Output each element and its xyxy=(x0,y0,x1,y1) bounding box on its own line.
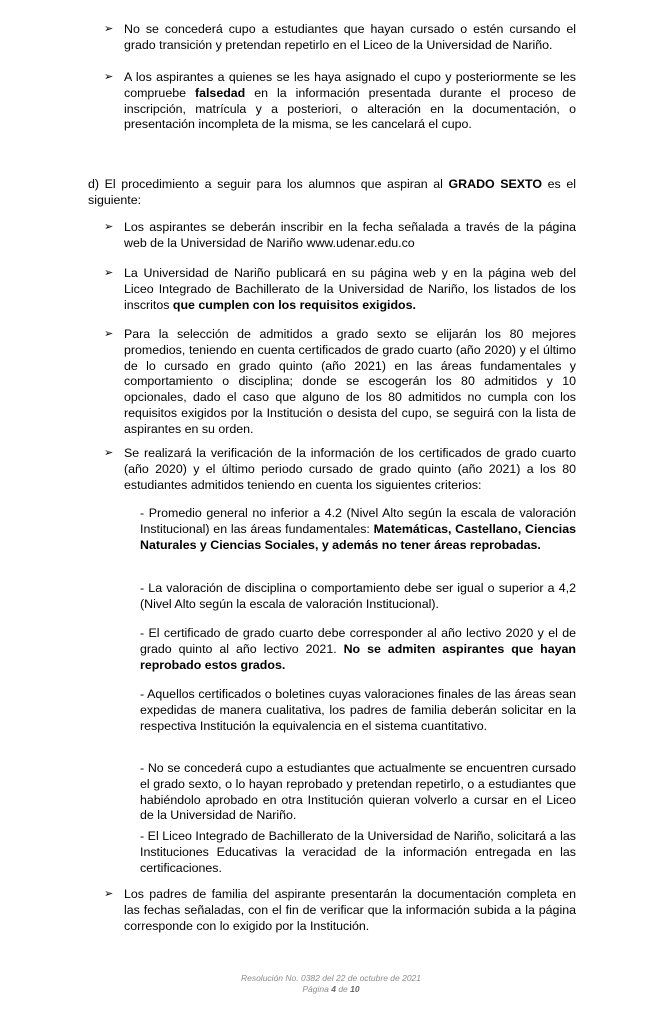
section-d-text: es el siguiente: xyxy=(88,177,576,207)
bullet-bold-text: falsedad xyxy=(194,85,246,100)
footer-resolution: Resolución No. 0382 del 22 de octubre de 2021 xyxy=(240,973,422,983)
section-d-intro xyxy=(88,177,576,209)
criteria-text: - El certificado de grado cuarto debe corresponder al año lectivo 2020 y el de grado quinto al año lectivo 2021. xyxy=(140,626,576,656)
criteria-text: - La valoración de disciplina o comportamiento debe ser igual o superior a 4,2 (Nivel Alto según la escala de valoración Institucional). xyxy=(140,581,576,611)
criteria-item xyxy=(140,761,576,824)
bullet-text: A los aspirantes a quienes se les haya asignado el cupo y posteriormente se les compruebe xyxy=(124,70,576,100)
bullet-text: Para la selección de admitidos a grado sexto se elijarán los 80 mejores promedios, teniendo en cuenta certificados de grado cuarto (año 2020) y el último de lo cursado en grado quinto (año 2021) en las áreas fundamentales y comportamiento o disciplina; donde se escogerán los 80 admitidos y 10 opcionales, dado el caso que alguno de los 80 admitidos no cumpla con los requisitos exigidos por la Institución o desista del cupo, se seguirá con la lista de aspirantes en su orden. xyxy=(124,327,576,436)
footer-page-total: 10 xyxy=(350,984,360,994)
criteria-text: - No se concederá cupo a estudiantes que actualmente se encuentren cursado el grado sexto, o lo hayan reprobado y pretendan repetirlo, o a estudiantes que habiéndolo aprobado en otra Institución quieran volverlo a cursar en el Liceo de la Universidad de Nariño. xyxy=(140,761,576,823)
arrow-bullet-icon: ➢ xyxy=(104,23,114,35)
footer-page-current: 4 xyxy=(331,984,336,994)
bullet-item xyxy=(104,70,577,133)
criteria-text: - El Liceo Integrado de Bachillerato de la Universidad de Nariño, solicitará a las Instituciones Educativas la veracidad de la información entregada en las certificaciones. xyxy=(140,829,576,875)
criteria-bold: Matemáticas, Castellano, Ciencias Naturales y Ciencias Sociales, y además no tener áreas reprobadas. xyxy=(140,521,576,552)
criteria-item xyxy=(140,506,576,553)
bullet-item xyxy=(104,220,576,252)
bullet-bold-text: que cumplen con los requisitos exigidos. xyxy=(172,297,416,312)
criteria-item xyxy=(140,829,576,876)
bullet-text: La Universidad de Nariño publicará en su página web y en la página web del Liceo Integrado de Bachillerato de la Universidad de Nariño, los listados de los inscritos xyxy=(124,266,576,312)
criteria-bold: No se admiten aspirantes que hayan reprobado estos grados. xyxy=(140,641,576,672)
bullet-text: Los padres de familia del aspirante presentarán la documentación completa en las fechas señaladas, con el fin de verificar que la información subida a la página corresponde con lo exigido por la Institución. xyxy=(124,887,576,933)
bullet-text: Se realizará la verificación de la información de los certificados de grado cuarto (año 2020) y el último periodo cursado de grado quinto (año 2021) a los 80 estudiantes admitidos teniendo en cuenta los siguientes criterios: xyxy=(124,446,576,492)
arrow-bullet-icon: ➢ xyxy=(104,328,114,340)
arrow-bullet-icon: ➢ xyxy=(104,221,114,233)
section-d-bold: GRADO SEXTO xyxy=(448,177,543,191)
bullet-item xyxy=(104,22,576,54)
bullet-text: Los aspirantes se deberán inscribir en la fecha señalada a través de la página web de la Universidad de Nariño www.udenar.edu.co xyxy=(124,220,576,250)
arrow-bullet-icon: ➢ xyxy=(104,888,114,900)
criteria-text: - Promedio general no inferior a 4.2 (Nivel Alto según la escala de valoración Institucional) en las áreas fundamentales: xyxy=(140,506,576,536)
bullet-item xyxy=(104,266,576,313)
criteria-text: - Aquellos certificados o boletines cuyas valoraciones finales de las áreas sean expedidas de manera cualitativa, los padres de familia deberán solicitar en la respectiva Institución la equivalencia en el sistema cuantitativo. xyxy=(140,687,576,733)
footer-page-label: Página xyxy=(302,984,332,994)
criteria-item xyxy=(140,626,576,673)
bullet-item xyxy=(104,887,576,934)
footer-page-sep: de xyxy=(335,984,351,994)
bullet-item xyxy=(104,327,576,438)
arrow-bullet-icon: ➢ xyxy=(104,71,114,83)
bullet-text: No se concederá cupo a estudiantes que hayan cursado o estén cursando el grado transición y pretendan repetirlo en el Liceo de la Universidad de Nariño. xyxy=(124,22,576,52)
criteria-item xyxy=(140,581,576,613)
section-d-text: d) El procedimiento a seguir para los alumnos que aspiran al xyxy=(88,177,449,191)
criteria-item xyxy=(140,687,576,734)
arrow-bullet-icon: ➢ xyxy=(104,447,114,459)
bullet-item xyxy=(104,446,576,493)
bullet-text: en la información presentada durante el proceso de inscripción, matrícula y a posteriori, o alteración en la documentación, o presentación incompleta de la misma, se les cancelará el cupo. xyxy=(124,85,577,132)
footer-page-number xyxy=(0,984,662,995)
arrow-bullet-icon: ➢ xyxy=(104,267,114,279)
